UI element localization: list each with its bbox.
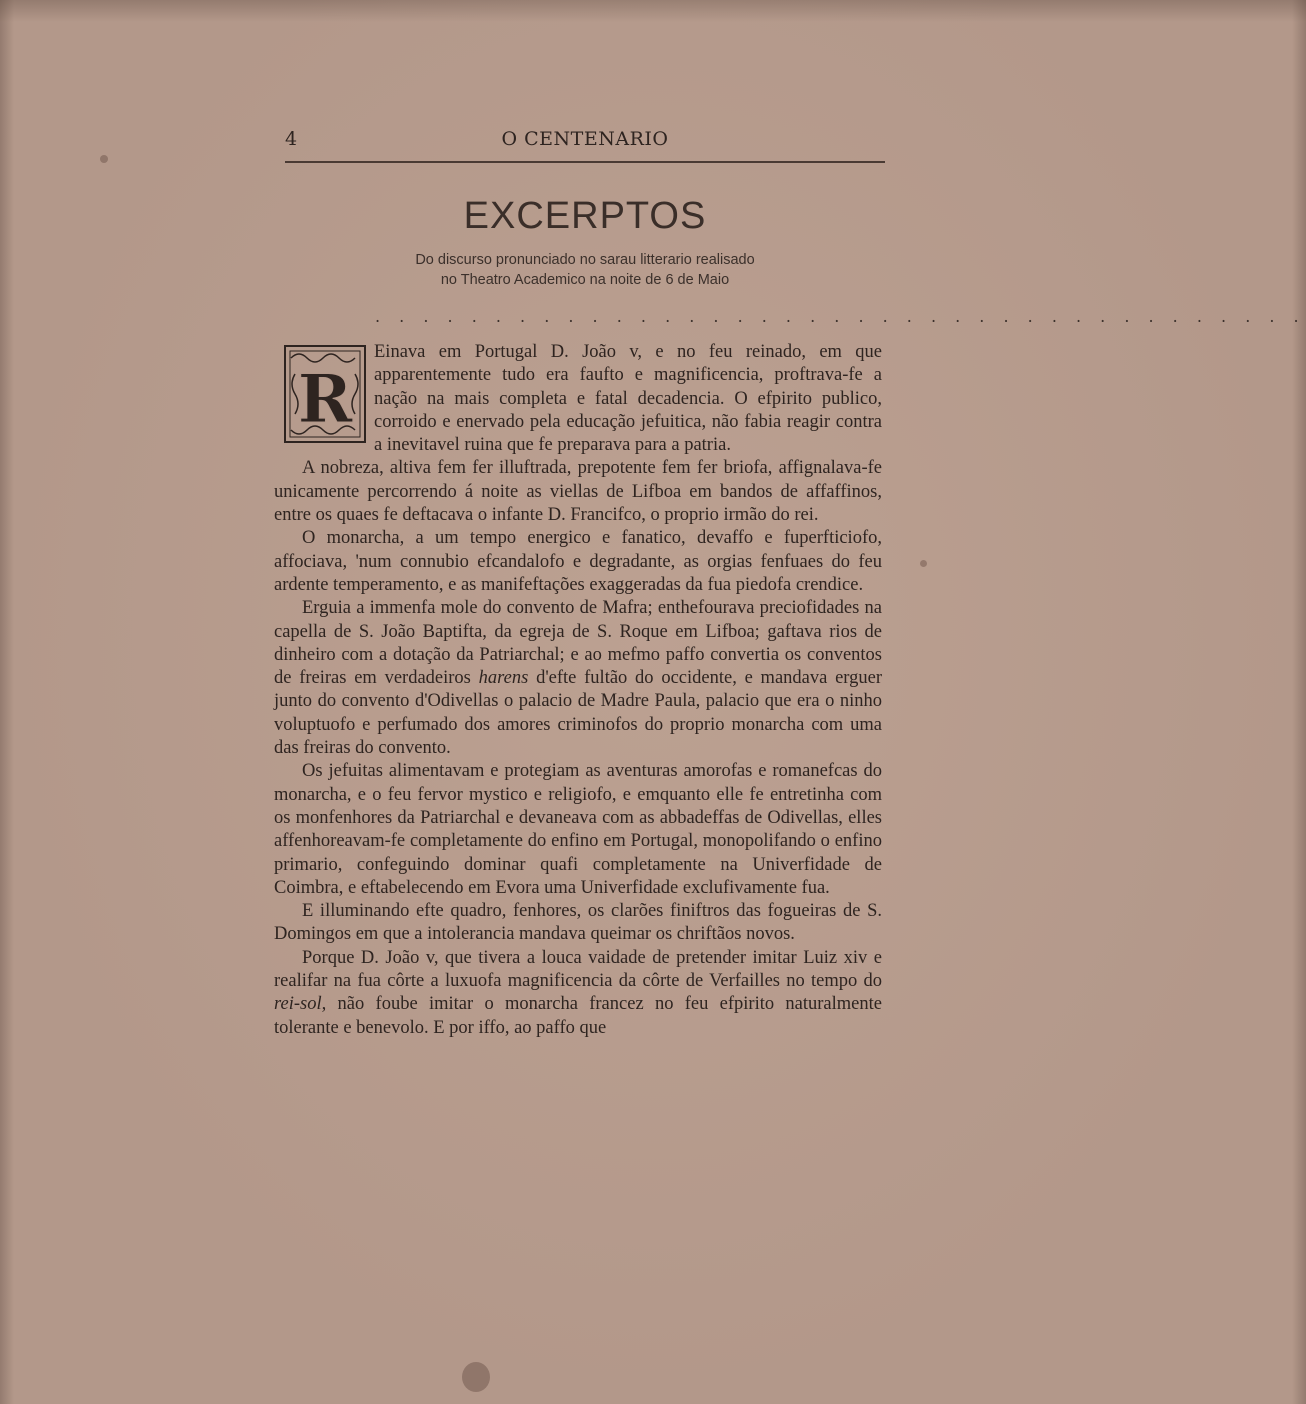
paragraph-1: Einava em Portugal D. João v, e no feu reinado, em que apparentemente tudo era faufto e magnificencia, proftrava-fe a nação na mais completa e fatal decadencia. O efpirito publico, corroido e enervado pela educação jefuitica, não fabia reagir contra a inevitavel ruina que fe preparava para a patria. (374, 342, 882, 456)
subtitle-line-2: no Theatro Academico na noite de 6 de Maio (440, 272, 730, 288)
paragraph-5: Os jefuitas alimentavam e protegiam as aventuras amorofas e romanefcas do monarcha, e o feu fervor mystico e religiofo, e emquanto elle fe entretinha com os monfenhores da Patriarchal e devaneava com as abbadeffas de Odivellas, elles affenhoreavam-fe completamente do enfino em Portugal, monopolifando o enfino primario, confeguindo dominar quafi completamente na Univerfidade de Coimbra, e eftabelecendo em Evora uma Univerfidade exclufivamente fua. (274, 761, 882, 898)
paper-stain (100, 155, 108, 163)
page-header (285, 128, 885, 156)
article-title: EXCERPTOS (463, 195, 707, 237)
paragraph-4: Erguia a immenfa mole do convento de Mafra; enthefourava preciofidades na capella de S. João Baptifta, da egreja de S. Roque em Lifboa; gaftava rios de dinheiro com a dotação da Patriarchal; e ao mefmo paffo convertia os conventos de freiras em verdadeiros harens d'efte fultão do occidente, e mandava erguer junto do convento d'Odivellas o palacio de Madre Paula, palacio que era o ninho voluptuofo e perfumado dos amores criminofos do proprio monarcha com uma das freiras do convento. (274, 598, 882, 759)
paper-stain (920, 560, 927, 567)
subtitle-line-1: Do discurso pronunciado no sarau litterario realisado (415, 252, 755, 268)
page-number: 4 (285, 128, 298, 150)
article-body (274, 341, 882, 1040)
dotted-separator: . . . . . . . . . . . . . . . . . . . . . . . . . . . . . . . . . . . . . . . (375, 307, 1306, 326)
paper-stain (462, 1362, 490, 1392)
paragraph-6: E illuminando efte quadro, fenhores, os clarões finiftros das fogueiras de S. Domingos em que a intolerancia mandava queimar os chriftãos novos. (274, 901, 882, 945)
paragraph-3: O monarcha, a um tempo energico e fanatico, devaffo e fuperfticiofo, affociava, 'num connubio efcandalofo e degradante, as orgias fenfuaes do feu ardente temperamento, e as manifeftações exaggeradas da fua piedofa crendice. (274, 528, 882, 595)
article-subtitle (300, 250, 870, 290)
running-title: O CENTENARIO (501, 128, 669, 150)
header-rule (285, 161, 885, 163)
drop-cap-letter: R (297, 360, 353, 438)
paragraph-2: A nobreza, altiva fem fer illuftrada, prepotente fem fer briofa, affignalava-fe unicamente percorrendo á noite as viellas de Lifboa em bandos de affaffinos, entre os quaes fe deftacava o infante D. Francifco, o proprio irmão do rei. (274, 458, 882, 526)
paragraph-7: Porque D. João v, que tivera a louca vaidade de pretender imitar Luiz xiv e realifar na fua côrte a luxuofa magnificencia da côrte de Verfailles no tempo do rei-sol, não foube imitar o monarcha francez no feu efpirito naturalmente tolerante e benevolo. E por iffo, ao paffo que (274, 947, 882, 1038)
